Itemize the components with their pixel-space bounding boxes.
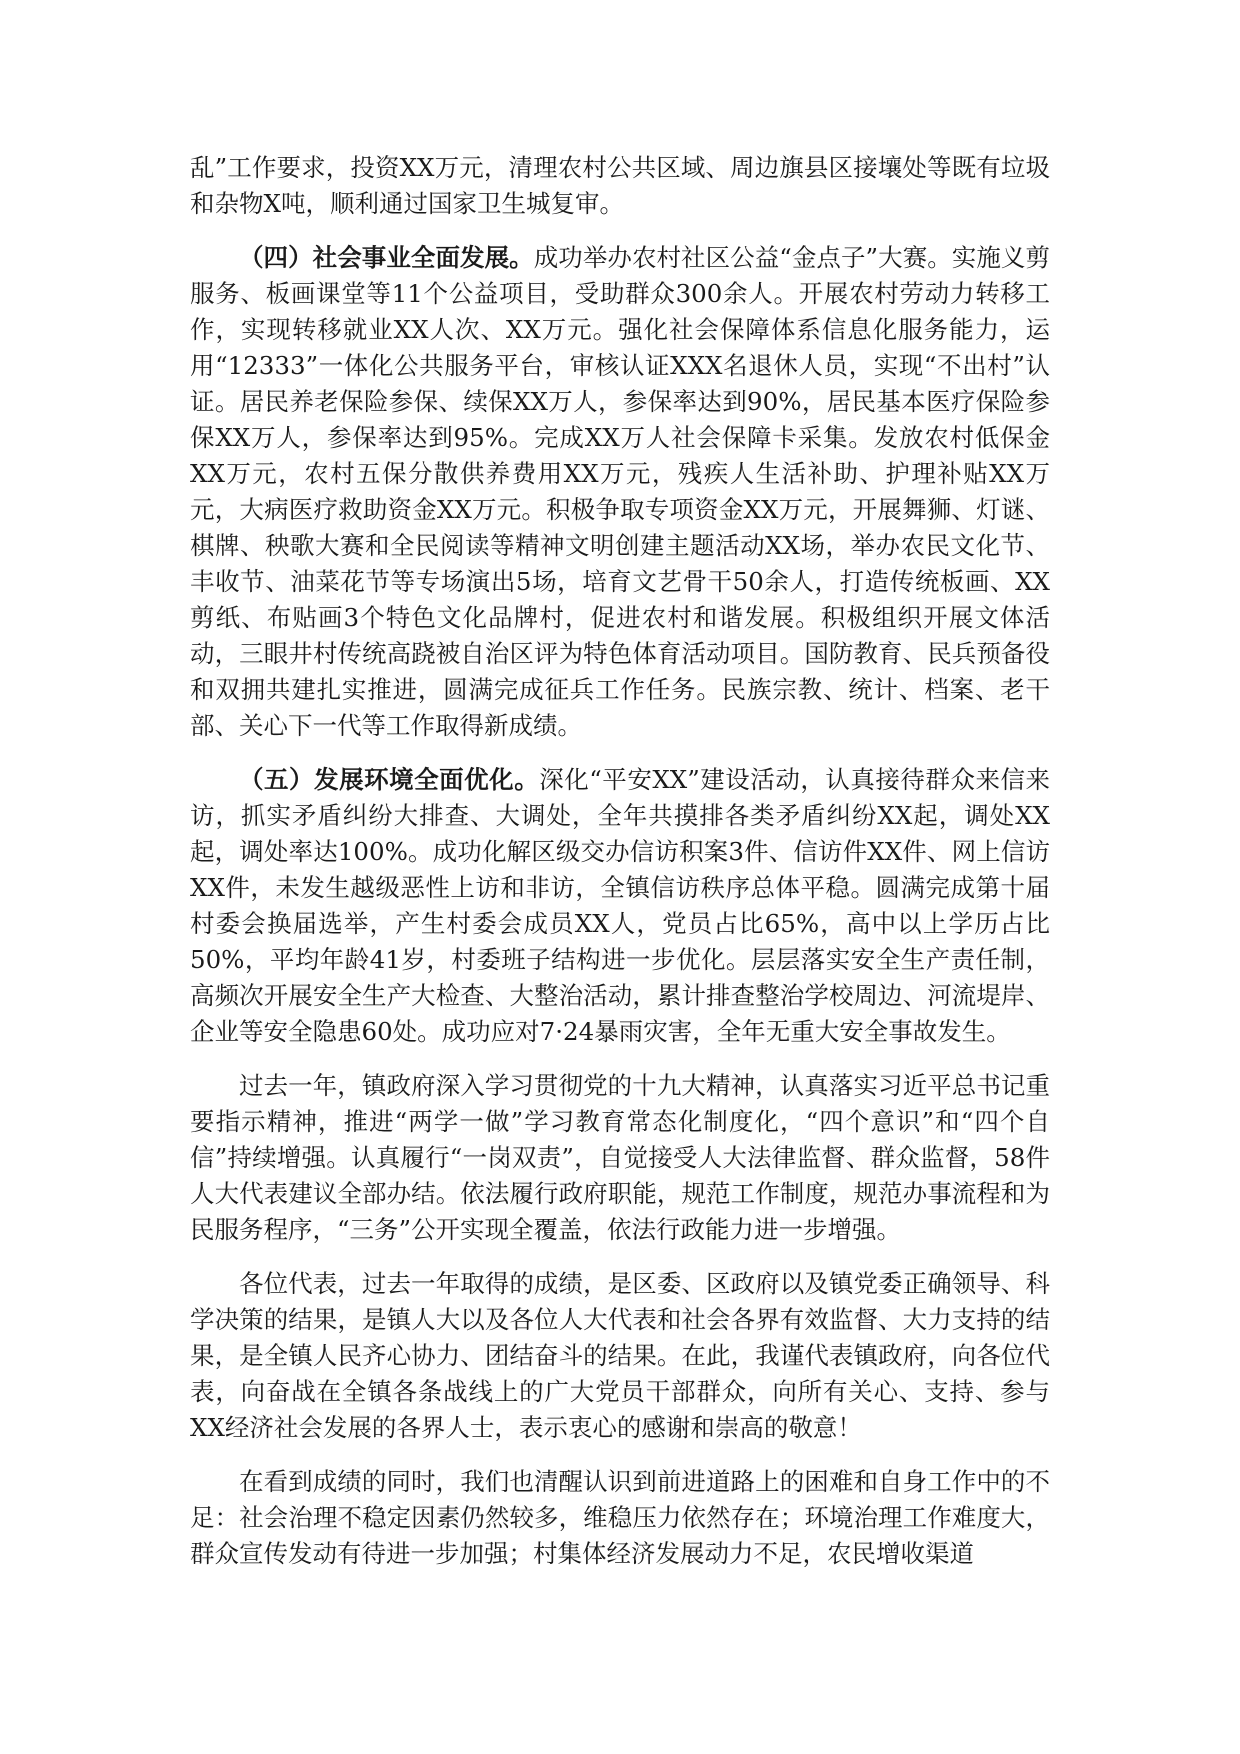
paragraph-environment-continued xyxy=(190,150,1050,222)
paragraph-text: 在看到成绩的同时，我们也清醒认识到前进道路上的困难和自身工作中的不足：社会治理不稳定因素仍然较多，维稳压力依然存在；环境治理工作难度大，群众宣传发动有待进一步加强；村集体经济发展动力不足，农民增收渠道 xyxy=(190,1467,1050,1568)
paragraph-acknowledgement xyxy=(190,1266,1050,1446)
section-heading: （五）发展环境全面优化。 xyxy=(239,765,540,794)
paragraph-text: 成功举办农村社区公益“金点子”大赛。实施义剪服务、板画课堂等11个公益项目，受助群众300余人。开展农村劳动力转移工作，实现转移就业XX人次、XX万元。强化社会保障体系信息化服务能力，运用“12333”一体化公共服务平台，审核认证XXX名退休人员，实现“不出村”认证。居民养老保险参保、续保XX万人，参保率达到90%，居民基本医疗保险参保XX万人，参保率达到95%。完成XX万人社会保障卡采集。发放农村低保金XX万元，农村五保分散供养费用XX万元，残疾人生活补助、护理补贴XX万元，大病医疗救助资金XX万元。积极争取专项资金XX万元，开展舞狮、灯谜、棋牌、秧歌大赛和全民阅读等精神文明创建主题活动XX场，举办农民文化节、丰收节、油菜花节等专场演出5场，培育文艺骨干50余人，打造传统板画、XX剪纸、布贴画3个特色文化品牌村，促进农村和谐发展。积极组织开展文体活动，三眼井村传统高跷被自治区评为特色体育活动项目。国防教育、民兵预备役和双拥共建扎实推进，圆满完成征兵工作任务。民族宗教、统计、档案、老干部、关心下一代等工作取得新成绩。 xyxy=(190,243,1050,740)
document-page xyxy=(190,150,1050,1590)
paragraph-shortcomings xyxy=(190,1464,1050,1572)
section-heading: （四）社会事业全面发展。 xyxy=(239,243,534,272)
paragraph-development-environment xyxy=(190,762,1050,1050)
paragraph-text: 过去一年，镇政府深入学习贯彻党的十九大精神，认真落实习近平总书记重要指示精神，推进“两学一做”学习教育常态化制度化，“四个意识”和“四个自信”持续增强。认真履行“一岗双责”，自觉接受人大法律监督、群众监督，58件人大代表建议全部办结。依法履行政府职能，规范工作制度，规范办事流程和为民服务程序，“三务”公开实现全覆盖，依法行政能力进一步增强。 xyxy=(190,1071,1050,1244)
paragraph-text: 深化“平安XX”建设活动，认真接待群众来信来访，抓实矛盾纠纷大排查、大调处，全年共摸排各类矛盾纠纷XX起，调处XX起，调处率达100%。成功化解区级交办信访积案3件、信访件XX件、网上信访XX件，未发生越级恶性上访和非访，全镇信访秩序总体平稳。圆满完成第十届村委会换届选举，产生村委会成员XX人，党员占比65%，高中以上学历占比50%，平均年龄41岁，村委班子结构进一步优化。层层落实安全生产责任制，高频次开展安全生产大检查、大整治活动，累计排查整治学校周边、河流堤岸、企业等安全隐患60处。成功应对7·24暴雨灾害，全年无重大安全事故发生。 xyxy=(190,765,1050,1046)
paragraph-social-affairs xyxy=(190,240,1050,744)
paragraph-text: 各位代表，过去一年取得的成绩，是区委、区政府以及镇党委正确领导、科学决策的结果，是镇人大以及各位人大代表和社会各界有效监督、大力支持的结果，是全镇人民齐心协力、团结奋斗的结果。在此，我谨代表镇政府，向各位代表，向奋战在全镇各条战线上的广大党员干部群众，向所有关心、支持、参与XX经济社会发展的各界人士，表示衷心的感谢和崇高的敬意！ xyxy=(190,1269,1050,1442)
paragraph-government-self-building xyxy=(190,1068,1050,1248)
paragraph-text: 乱”工作要求，投资XX万元，清理农村公共区域、周边旗县区接壤处等既有垃圾和杂物X吨，顺利通过国家卫生城复审。 xyxy=(190,153,1050,218)
